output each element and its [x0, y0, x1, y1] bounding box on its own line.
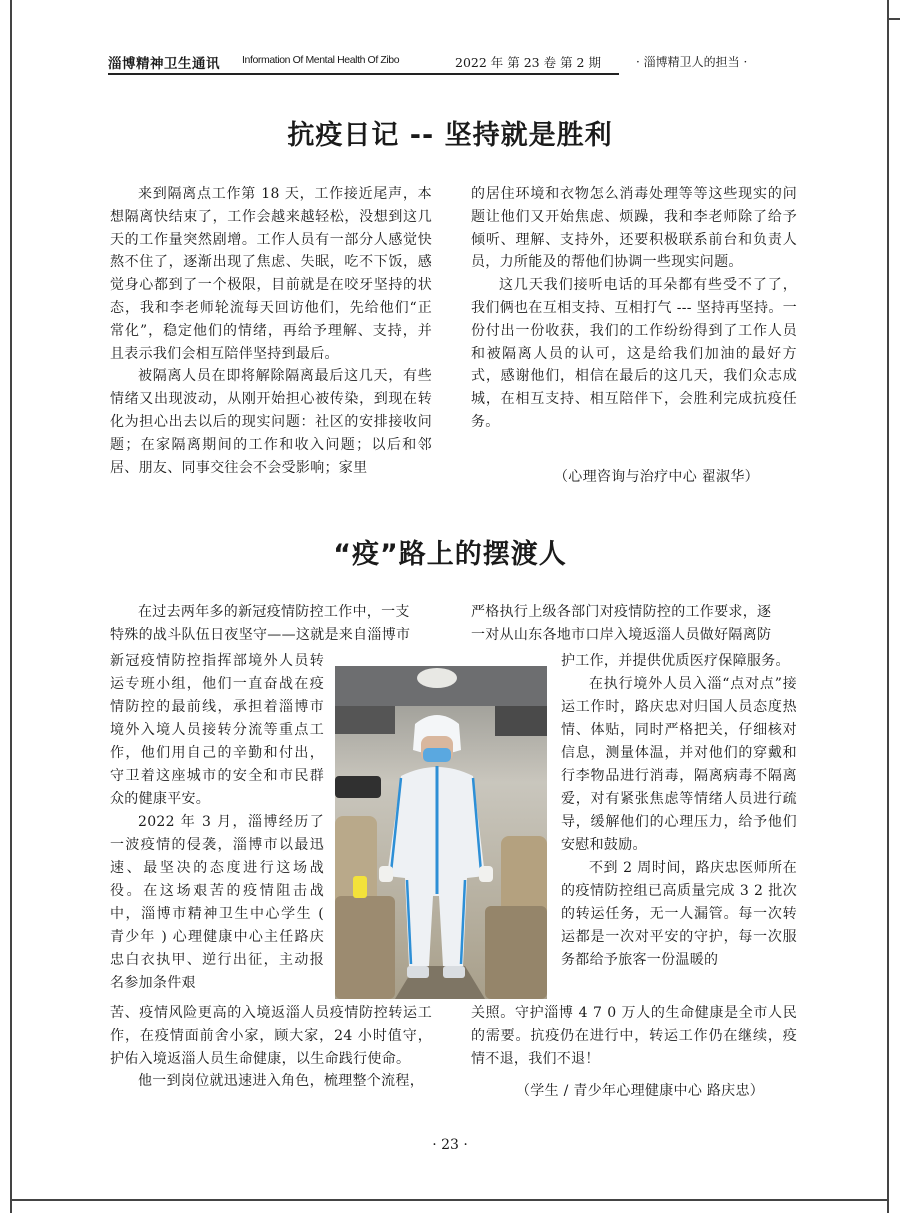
article2-line: 一对从山东各地市口岸入境返淄人员做好隔离防: [471, 626, 772, 643]
issue-info: 2022 年 第 23 卷 第 2 期: [455, 55, 601, 70]
page-frame-bottom: [10, 1199, 888, 1201]
article2-paragraph-continued: 苦、疫情风险更高的入境返淄人员疫情防控转运工作，在疫情面前舍小家，顾大家，24 小时值守，护佑入境返淄人员生命健康，以生命践行使命。: [110, 1005, 432, 1067]
article2-line: 在过去两年多的新冠疫情防控工作中，一支: [138, 604, 410, 620]
header-rule: [108, 73, 619, 75]
page-number: · 23 ·: [432, 1137, 468, 1153]
article2-title: “疫”路上的摆渡人: [333, 539, 567, 570]
article2-left-top: [110, 601, 432, 647]
journal-title-en: Information Of Mental Health Of Zibo: [242, 54, 400, 66]
article2-paragraph-continued: 关照。守护淄博 4 7 0 万人的生命健康是全市人民的需要。抗疫仍在进行中，转运工作仍在继续，疫情不退，我们不退！: [471, 1005, 797, 1067]
article1-paragraph: 这几天我们接听电话的耳朵都有些受不了了，我们俩也在互相支持、互相打气 --- 坚持再坚持。一份付出一份收获，我们的工作纷纷得到了工作人员和被隔离人员的认可，这是给我们加油的最好方式，感谢他们，相信在最后的这几天，我们众志成城，在相互支持、相互陪伴下，会胜利完成抗疫任务。: [471, 277, 797, 430]
article2-line: 特殊的战斗队伍日夜坚守——这就是来自淄博市: [110, 626, 411, 643]
article1-paragraph: 来到隔离点工作第 18 天，工作接近尾声，本想隔离快结束了，工作会越来越轻松，没想到这几天的工作量突然剧增。工作人员有一部分人感觉快熬不住了，逐渐出现了焦虑、失眠，吃不下饭，感觉身心都到了一个极限，目前就是在咬牙坚持的状态，我和李老师轮流每天回访他们，先给他们“正常化”，稳定他们的情绪，再给予理解、支持，并且表示我们会相互陪伴坚持到最后。: [110, 186, 432, 362]
journal-title: 淄博精神卫生通讯: [108, 56, 220, 72]
article2-paragraph: 新冠疫情防控指挥部境外人员转运专班小组，他们一直奋战在疫情防控的最前线，承担着淄博市境外入境人员接转分流等重点工作，他们用自己的辛勤和付出，守卫着这座城市的安全和市民群众的健康平安。: [110, 653, 324, 807]
page-frame-tick: [887, 18, 900, 20]
article2-photo: [335, 666, 547, 999]
page-frame-left: [10, 0, 12, 1213]
article2-left-narrow: [110, 650, 324, 995]
section-label: · 淄博精卫人的担当 ·: [636, 55, 748, 69]
article1-signature: （心理咨询与治疗中心 翟淑华）: [554, 469, 759, 485]
article1-right-column: [471, 183, 797, 434]
article2-right-bottom: [471, 1002, 797, 1070]
article1-left-column: [110, 183, 432, 479]
article2-left-bottom: [110, 1002, 432, 1093]
article2-paragraph: 2022 年 3 月，淄博经历了一波疫情的侵袭，淄博市以最迅速、最坚决的态度进行这场战役。在这场艰苦的疫情阻击战中，淄博市精神卫生中心学生 ( 青少年 ) 心理健康中心主任路庆忠白衣执甲、逆行出征，主动报名参加条件艰: [110, 814, 324, 991]
article1-title: 抗疫日记 -- 坚持就是胜利: [287, 120, 613, 151]
article2-line: 严格执行上级各部门对疫情防控的工作要求，逐: [471, 604, 772, 620]
article2-paragraph: 在执行境外人员入淄“点对点”接运工作时，路庆忠对归国人员态度热情、体贴，同时严格把关，仔细核对信息，测量体温，并对他们的穿戴和行李物品进行消毒，隔离病毒不隔离爱，对有紧张焦虑等情绪人员进行疏导，缓解他们的心理压力，给予他们安慰和鼓励。: [561, 676, 797, 853]
photo-illustration: [335, 666, 547, 999]
article2-right-narrow: [561, 650, 797, 972]
article2-signature: （学生 / 青少年心理健康中心 路庆忠）: [516, 1083, 765, 1099]
article2-paragraph: 他一到岗位就迅速进入角色，梳理整个流程，: [138, 1073, 424, 1090]
article1-paragraph: 被隔离人员在即将解除隔离最后这几天，有些情绪又出现波动，从刚开始担心被传染，到现在转化为担心出去以后的现实问题：社区的安排接收问题；在家隔离期间的工作和收入问题；以后和邻居、朋友、同事交往会不会受影响；家里: [110, 368, 432, 476]
page-frame-right: [887, 0, 889, 1213]
article2-right-top: [471, 601, 797, 647]
article2-paragraph: 不到 2 周时间，路庆忠医师所在的疫情防控组已高质量完成 3 2 批次的转运任务，无一人漏管。每一次转运都是一次对平安的守护，每一次服务都给予旅客一份温暖的: [561, 860, 797, 968]
article2-paragraph-continued: 护工作，并提供优质医疗保障服务。: [561, 653, 790, 669]
article1-paragraph-continued: 的居住环境和衣物怎么消毒处理等等这些现实的问题让他们又开始焦虑、烦躁，我和李老师除了给予倾听、理解、支持外，还要积极联系前台和负责人员，力所能及的帮他们协调一些现实问题。: [471, 186, 797, 271]
